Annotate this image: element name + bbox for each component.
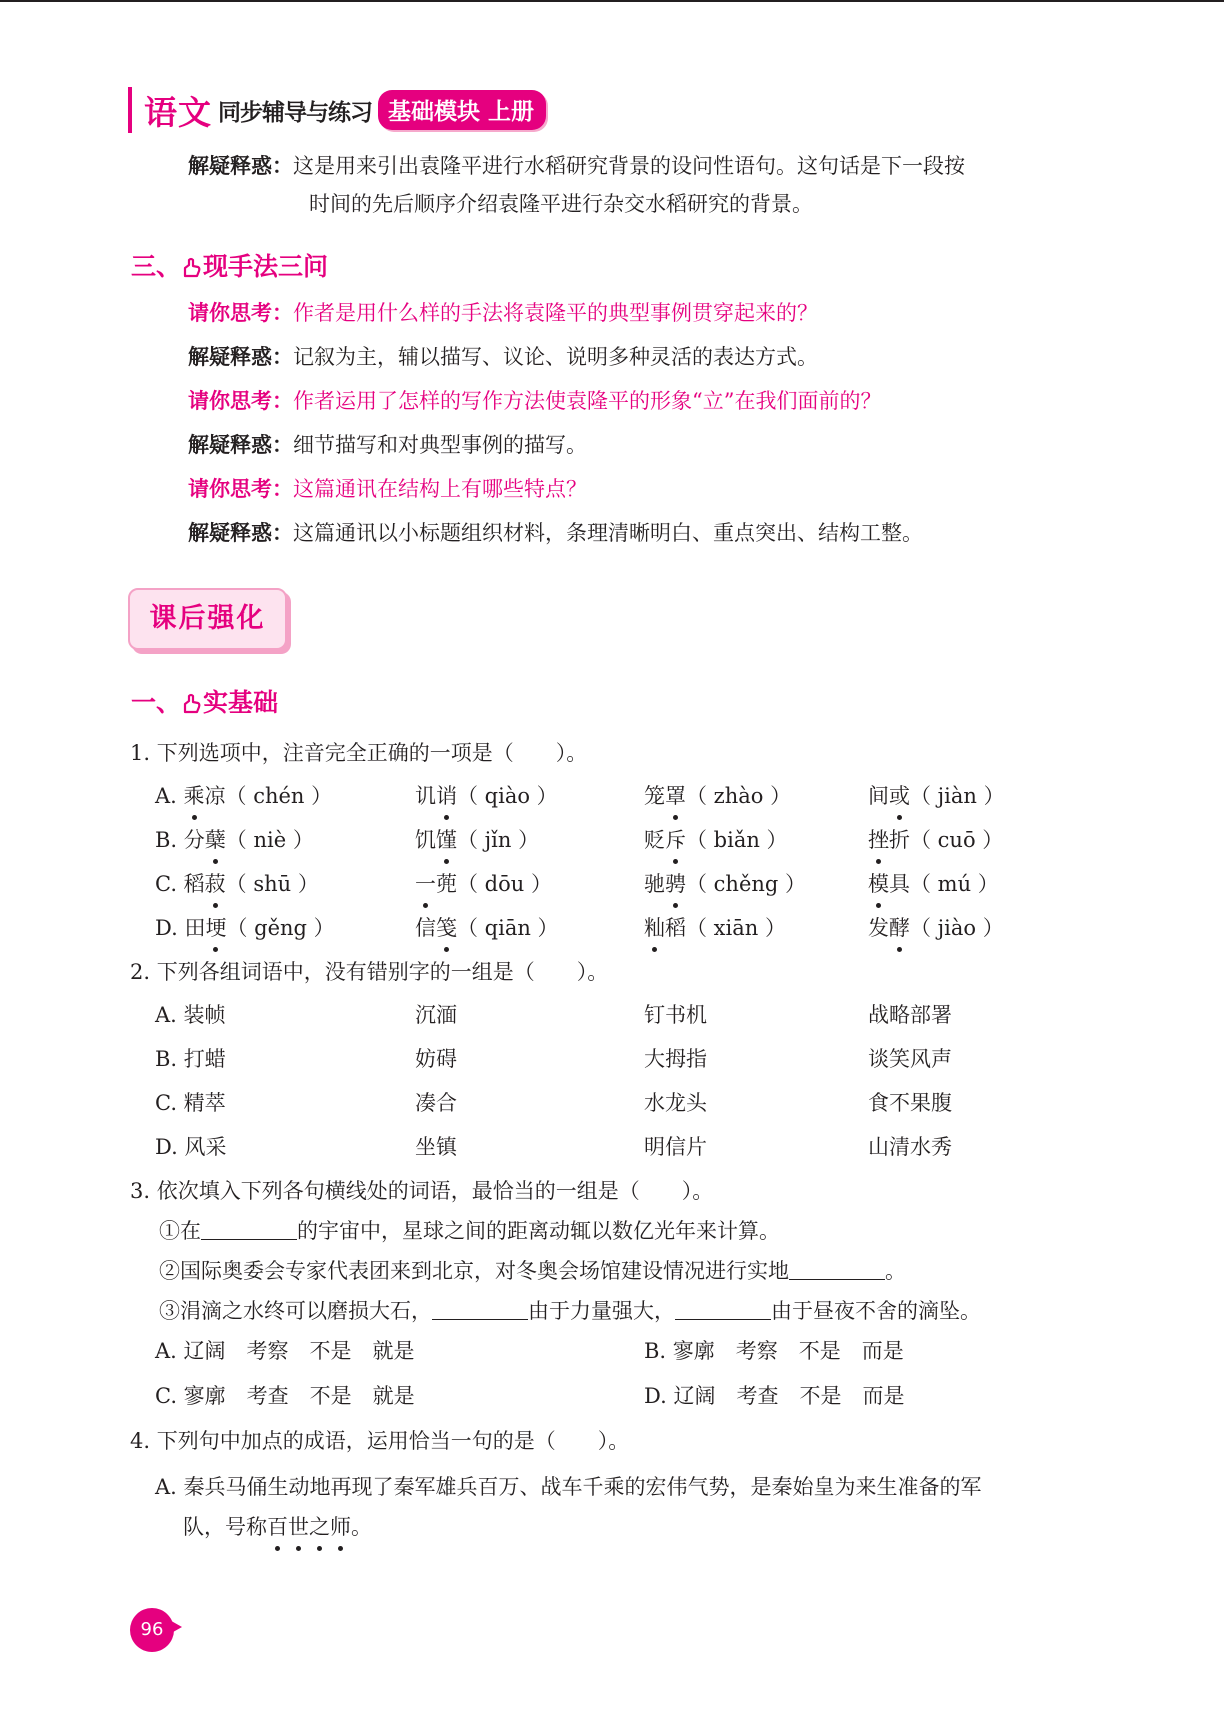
after-class-label: 课后强化	[149, 603, 266, 634]
q1-option-text: 蔸（ dōu ）	[436, 872, 552, 896]
q2-option-item: 钉书机	[644, 1003, 707, 1027]
dotted-char: 菽	[205, 869, 226, 899]
after-class-badge	[128, 588, 287, 650]
dotted-char: 罩	[665, 781, 686, 811]
hand-pointer-icon	[181, 690, 203, 712]
module-badge: 基础模块 上册	[378, 90, 546, 130]
q4-option-a-line-1: A. 秦兵马俑生动地再现了秦军雄兵百万、战车千乘的宏伟气势，是秦始皇为来生准备的军	[155, 1475, 982, 1499]
q2-option-item: 妨碍	[415, 1047, 457, 1071]
qa-answer-2	[188, 430, 587, 460]
answer-label: 解疑释惑：	[188, 154, 293, 178]
q2-option-item: C. 精萃	[155, 1091, 226, 1115]
section-3-number: 三、	[131, 252, 182, 281]
subject-title: 语文	[144, 92, 212, 132]
q2-option-item: 水龙头	[644, 1091, 707, 1115]
q1-option-text: （ niè ）	[225, 828, 314, 852]
dotted-char: 蘖	[205, 825, 226, 855]
dotted-char: 馑	[436, 825, 457, 855]
question-text: 作者运用了怎样的写作方法使袁隆平的形象“立”在我们面前的？	[293, 389, 882, 413]
section-3-heading	[131, 251, 328, 283]
q1-option-item	[644, 913, 786, 943]
q1-option-text: 饥	[415, 828, 436, 852]
q2-option-item: 沉湎	[415, 1003, 457, 1027]
q1-option-item	[868, 781, 1005, 811]
q1-option-item	[415, 781, 558, 811]
q1-option-item	[644, 781, 791, 811]
q1-option-text: A.	[155, 784, 184, 808]
q3-sentence-3	[159, 1296, 981, 1326]
q3-s3-part: 由于力量强大，	[528, 1299, 675, 1323]
answer-label: 解疑释惑：	[188, 433, 293, 457]
qa-question-3	[188, 474, 587, 504]
fill-blank	[432, 1299, 528, 1320]
q1-option-item	[155, 869, 319, 899]
q3-option-d: D. 辽阔 考查 不是 而是	[644, 1384, 905, 1408]
question-text: 作者是用什么样的手法将袁隆平的典型事例贯穿起来的？	[293, 301, 818, 325]
q1-option-text: （ gěng ）	[226, 916, 335, 940]
intro-line-2	[309, 189, 813, 219]
q1-option-item	[415, 825, 539, 855]
q3-sentence-2	[159, 1256, 906, 1286]
q1-option-text: （ shū ）	[225, 872, 319, 896]
intro-text-2: 时间的先后顺序介绍袁隆平进行杂交水稻研究的背景。	[309, 192, 813, 216]
q1-option-item	[415, 869, 552, 899]
q3-s2-part: 。	[885, 1259, 906, 1283]
q1-option-text: 稻	[183, 872, 205, 896]
q1-option-text: 凉（ chén ）	[204, 784, 333, 808]
q1-option-text: 讥	[415, 784, 436, 808]
question-2-stem: 2. 下列各组词语中，没有错别字的一组是（ ）。	[130, 960, 609, 984]
question-text: 这篇通讯在结构上有哪些特点？	[293, 477, 587, 501]
q1-option-text: （ biǎn ）	[686, 828, 788, 852]
q2-option-item: A. 装帧	[155, 1003, 226, 1027]
q1-option-item	[644, 825, 788, 855]
dotted-char: 诮	[436, 781, 457, 811]
dotted-char: 埂	[205, 913, 226, 943]
question-label: 请你思考：	[188, 477, 293, 501]
top-rule	[0, 0, 1224, 2]
dotted-char: 或	[889, 781, 910, 811]
q1-option-text: B.	[155, 828, 184, 852]
q4-text: 队，号称	[183, 1515, 267, 1539]
q1-option-item	[868, 913, 1004, 943]
dotted-char: 一	[415, 869, 436, 899]
q1-option-text: 信	[415, 916, 436, 940]
intro-line-1	[188, 151, 965, 181]
q1-option-item	[868, 825, 1003, 855]
question-1-stem: 1. 下列选项中，注音完全正确的一项是（ ）。	[130, 741, 588, 765]
q2-option-item: D. 风采	[155, 1135, 227, 1159]
question-4-stem: 4. 下列句中加点的成语，运用恰当一句的是（ ）。	[130, 1429, 630, 1453]
q3-s3-part: 由于昼夜不舍的滴坠。	[771, 1299, 981, 1323]
dotted-char: 世	[288, 1512, 309, 1542]
section-1-number: 一、	[131, 688, 182, 717]
q1-option-text: 贬	[644, 828, 665, 852]
q1-option-text: （ qiān ）	[457, 916, 559, 940]
q1-option-text: 发	[868, 916, 889, 940]
q2-option-item: 山清水秀	[868, 1135, 952, 1159]
q1-option-text: C.	[155, 872, 184, 896]
section-1-heading	[131, 687, 278, 719]
q2-option-item: 谈笑风声	[868, 1047, 952, 1071]
q2-option-item: 大拇指	[644, 1047, 707, 1071]
page-header	[128, 88, 546, 132]
dotted-char: 籼	[644, 913, 665, 943]
q1-option-item	[155, 825, 314, 855]
q1-option-text: 间	[868, 784, 889, 808]
page-number: 96	[130, 1608, 174, 1652]
question-3-stem: 3. 依次填入下列各句横线处的词语，最恰当的一组是（ ）。	[130, 1179, 714, 1203]
q1-option-text: （ chěng ）	[686, 872, 807, 896]
intro-text-1: 这是用来引出袁隆平进行水稻研究背景的设问性语句。这句话是下一段按	[293, 154, 965, 178]
answer-text: 细节描写和对典型事例的描写。	[293, 433, 587, 457]
question-label: 请你思考：	[188, 389, 293, 413]
dotted-char: 酵	[889, 913, 910, 943]
q1-option-text: 稻（ xiān ）	[665, 916, 786, 940]
answer-text: 记叙为主，辅以描写、议论、说明多种灵活的表达方式。	[293, 345, 818, 369]
q1-option-item	[868, 869, 999, 899]
q1-option-text: 田	[184, 916, 206, 940]
q4-text: 。	[351, 1515, 372, 1539]
dotted-char: 模	[868, 869, 889, 899]
dotted-char: 挫	[868, 825, 889, 855]
q1-option-text: 笼	[644, 784, 665, 808]
q3-s3-part: ③涓滴之水终可以磨损大石，	[159, 1299, 432, 1323]
dotted-char: 笺	[436, 913, 457, 943]
q1-option-text: （ jiàn ）	[910, 784, 1005, 808]
q3-sentence-1	[159, 1216, 780, 1246]
dotted-char: 之	[309, 1512, 330, 1542]
answer-label: 解疑释惑：	[188, 521, 293, 545]
q2-option-item: 凑合	[415, 1091, 457, 1115]
dotted-char: 斥	[665, 825, 686, 855]
section-3-title: 现手法三问	[203, 252, 329, 281]
dotted-char: 师	[330, 1512, 351, 1542]
q1-option-text: （ jǐn ）	[457, 828, 540, 852]
q1-option-text: 折（ cuō ）	[889, 828, 1004, 852]
series-title: 同步辅导与练习	[218, 99, 372, 126]
answer-label: 解疑释惑：	[188, 345, 293, 369]
q2-option-item: 坐镇	[415, 1135, 457, 1159]
fill-blank	[675, 1299, 771, 1320]
q1-option-item	[155, 913, 335, 943]
qa-question-2	[188, 386, 881, 416]
dotted-char: 骋	[665, 869, 686, 899]
q3-option-b: B. 寥廓 考察 不是 而是	[644, 1339, 904, 1363]
q1-option-text: 具（ mú ）	[889, 872, 999, 896]
q3-s1-part: 的宇宙中，星球之间的距离动辄以数亿光年来计算。	[297, 1219, 780, 1243]
q2-option-item: 食不果腹	[868, 1091, 952, 1115]
q1-option-text: （ jiào ）	[910, 916, 1004, 940]
q4-option-a-line-2	[183, 1512, 372, 1542]
qa-answer-3	[188, 518, 923, 548]
q1-option-item	[415, 913, 559, 943]
q1-option-text: 驰	[644, 872, 665, 896]
q2-option-item: B. 打蜡	[155, 1047, 226, 1071]
fill-blank	[789, 1259, 885, 1280]
q1-option-text: D.	[155, 916, 185, 940]
header-accent-bar	[128, 87, 132, 133]
q1-option-item	[155, 781, 332, 811]
question-label: 请你思考：	[188, 301, 293, 325]
q3-s2-part: ②国际奥委会专家代表团来到北京，对冬奥会场馆建设情况进行实地	[159, 1259, 789, 1283]
q3-s1-part: ①在	[159, 1219, 201, 1243]
q1-option-text: 分	[183, 828, 205, 852]
q3-option-a: A. 辽阔 考察 不是 就是	[155, 1339, 415, 1363]
qa-question-1	[188, 298, 818, 328]
q1-option-text: （ zhào ）	[686, 784, 792, 808]
q1-option-item	[644, 869, 806, 899]
fill-blank	[201, 1219, 297, 1240]
dotted-char: 乘	[184, 781, 205, 811]
qa-answer-1	[188, 342, 818, 372]
dotted-char: 百	[267, 1512, 288, 1542]
q2-option-item: 明信片	[644, 1135, 707, 1159]
hand-pointer-icon	[181, 254, 203, 276]
q3-option-c: C. 寥廓 考查 不是 就是	[155, 1384, 415, 1408]
section-1-title: 实基础	[203, 688, 279, 717]
answer-text: 这篇通讯以小标题组织材料，条理清晰明白、重点突出、结构工整。	[293, 521, 923, 545]
q2-option-item: 战略部署	[868, 1003, 952, 1027]
q1-option-text: （ qiào ）	[457, 784, 558, 808]
